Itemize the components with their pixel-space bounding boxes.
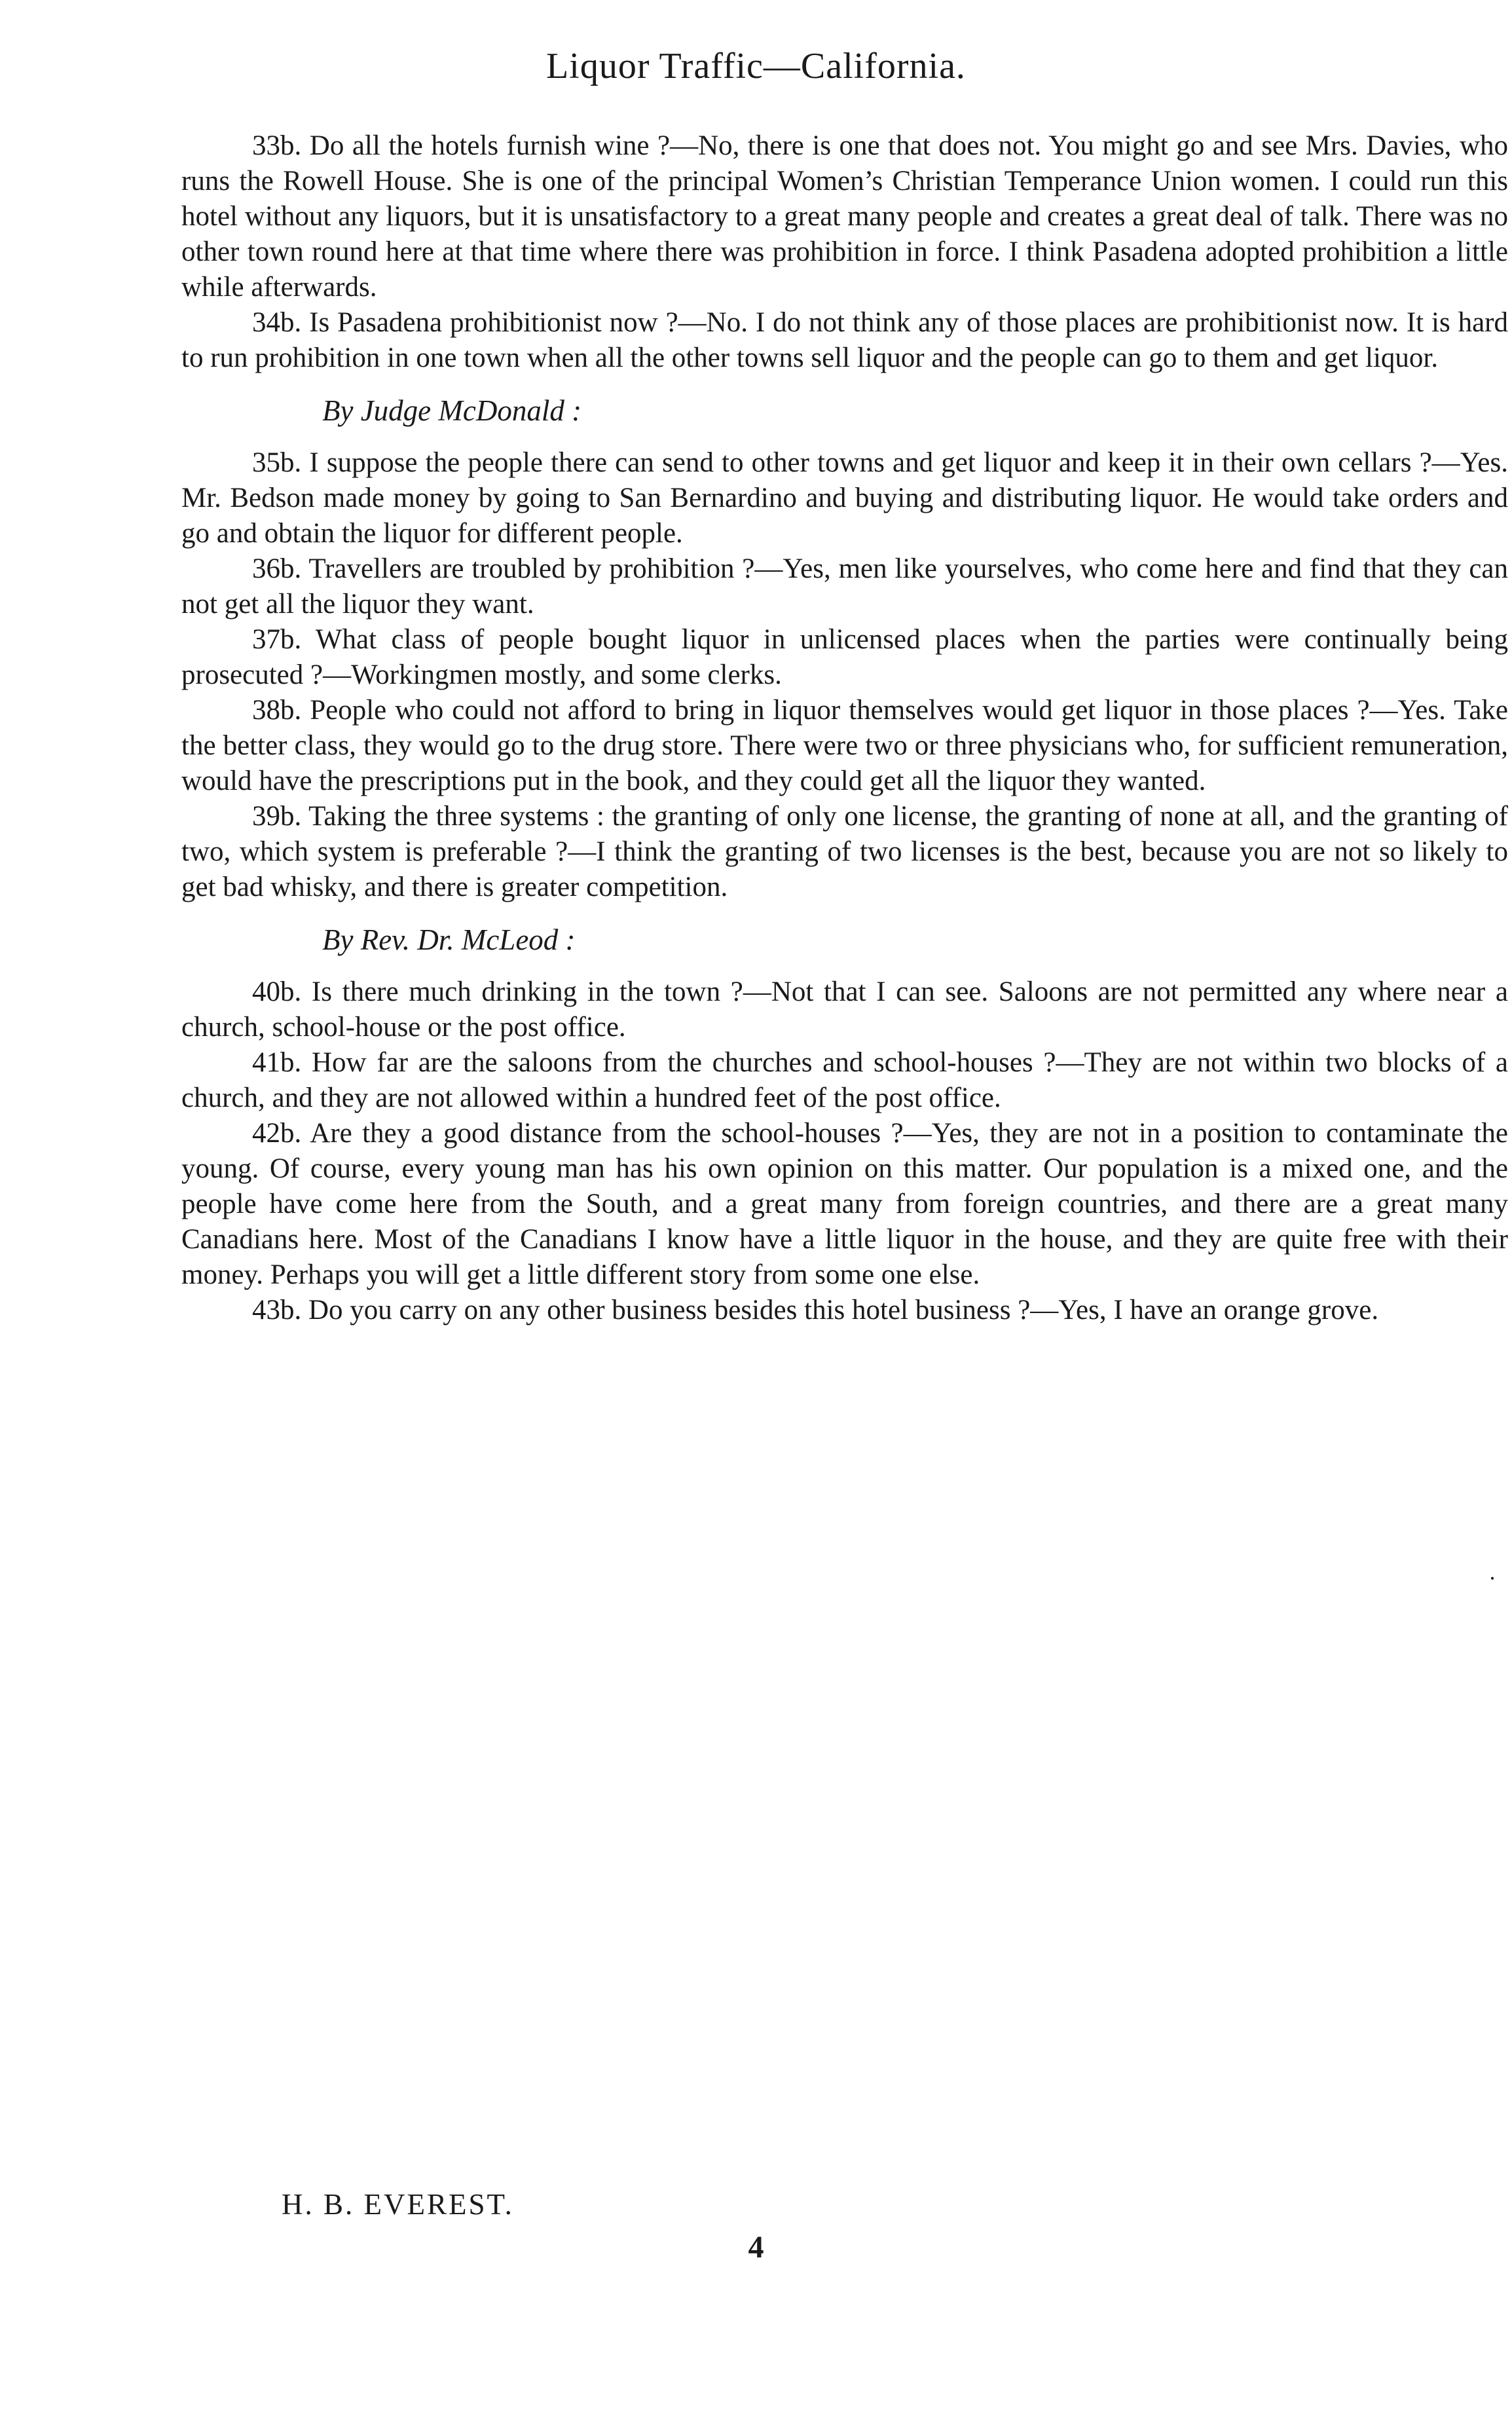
question-number: 33b. xyxy=(252,130,302,161)
question-number: 34b. xyxy=(252,307,302,338)
question-text: What class of people bought liquor in unlicensed places when the parties were continually being prosecuted ?—Workingmen mostly, and some clerks. xyxy=(181,624,1508,690)
question-number: 39b. xyxy=(252,801,302,832)
question-text: Are they a good distance from the school-houses ?—Yes, they are not in a position to contaminate the young. Of course, every young man has his own opinion on this matter. Our population is a mixed one, and the people have come here from the South, and a great many from foreign countries, and there are a great many Canadians here. Most of the Canadians I know have a little liquor in the house, and they are quite free with their money. Perhaps you will get a little different story from some one else. xyxy=(181,1118,1508,1290)
signature-surname: VEREST. xyxy=(384,2188,514,2221)
question-43b xyxy=(181,1293,1508,1328)
question-text: Do you carry on any other business besides this hotel business ?—Yes, I have an orange grove. xyxy=(308,1295,1379,1326)
examiner-heading-mcleod: By Rev. Dr. McLeod : xyxy=(322,923,576,956)
question-text: Is there much drinking in the town ?—Not that I can see. Saloons are not permitted any where near a church, school-house or the post office. xyxy=(181,976,1509,1043)
question-text: Travellers are troubled by prohibition ?—Yes, men like yourselves, who come here and find that they can not get all the liquor they want. xyxy=(181,553,1509,620)
examiner-heading-mcdonald: By Judge McDonald : xyxy=(322,394,582,427)
question-36b xyxy=(181,551,1508,622)
question-number: 40b. xyxy=(252,976,302,1007)
question-number: 35b. xyxy=(252,447,302,478)
question-text: How far are the saloons from the churches and school-houses ?—They are not within two blocks of a church, and they are not allowed within a hundred feet of the post office. xyxy=(181,1047,1509,1113)
question-33b xyxy=(181,128,1508,305)
question-text: People who could not afford to bring in liquor themselves would get liquor in those places ?—Yes. Take the better class, they would go to the drug store. There were two or three physicians who, for sufficient remuneration, would have the prescriptions put in the book, and they could get all the liquor they wanted. xyxy=(181,695,1509,796)
question-35b xyxy=(181,445,1508,551)
question-number: 42b. xyxy=(252,1118,302,1149)
running-head-title: Liquor Traffic—California. xyxy=(546,46,966,86)
testimony-body xyxy=(181,128,1508,1328)
question-number: 38b. xyxy=(252,695,302,726)
stray-ink-dot xyxy=(1491,1577,1494,1580)
question-37b xyxy=(181,622,1508,693)
question-number: 37b. xyxy=(252,624,302,655)
question-34b xyxy=(181,305,1508,376)
question-40b xyxy=(181,974,1508,1045)
question-text: Do all the hotels furnish wine ?—No, there is one that does not. You might go and see Mrs. Davies, who runs the Rowell House. She is one of the principal Women’s Christian Temperance Union women. I could run this hotel without any liquors, but it is unsatisfactory to a great many people and creates a great deal of talk. There was no other town round here at that time where there was prohibition in force. I think Pasadena adopted prohibition a little while afterwards. xyxy=(181,130,1509,303)
question-42b xyxy=(181,1116,1508,1293)
witness-signature xyxy=(282,2187,514,2221)
question-text: I suppose the people there can send to other towns and get liquor and keep it in their own cellars ?—Yes. Mr. Bedson made money by going to San Bernardino and buying and distributing liquor. He would take orders and go and obtain the liquor for different people. xyxy=(181,447,1509,549)
question-number: 36b. xyxy=(252,553,302,584)
question-39b xyxy=(181,799,1508,905)
question-41b xyxy=(181,1045,1508,1116)
signature-initials: H. B. E xyxy=(282,2188,384,2221)
question-38b xyxy=(181,693,1508,799)
question-text: Taking the three systems : the granting of only one license, the granting of none at all, and the granting of two, which system is preferable ?—I think the granting of two licenses is the best, because you are not so likely to get bad whisky, and there is greater competition. xyxy=(181,801,1508,902)
question-text: Is Pasadena prohibitionist now ?—No. I do not think any of those places are prohibitionist now. It is hard to run prohibition in one town when all the other towns sell liquor and the people can go to them and get liquor. xyxy=(181,307,1508,373)
page-number: 4 xyxy=(748,2230,764,2265)
question-number: 41b. xyxy=(252,1047,302,1078)
question-number: 43b. xyxy=(252,1295,302,1326)
